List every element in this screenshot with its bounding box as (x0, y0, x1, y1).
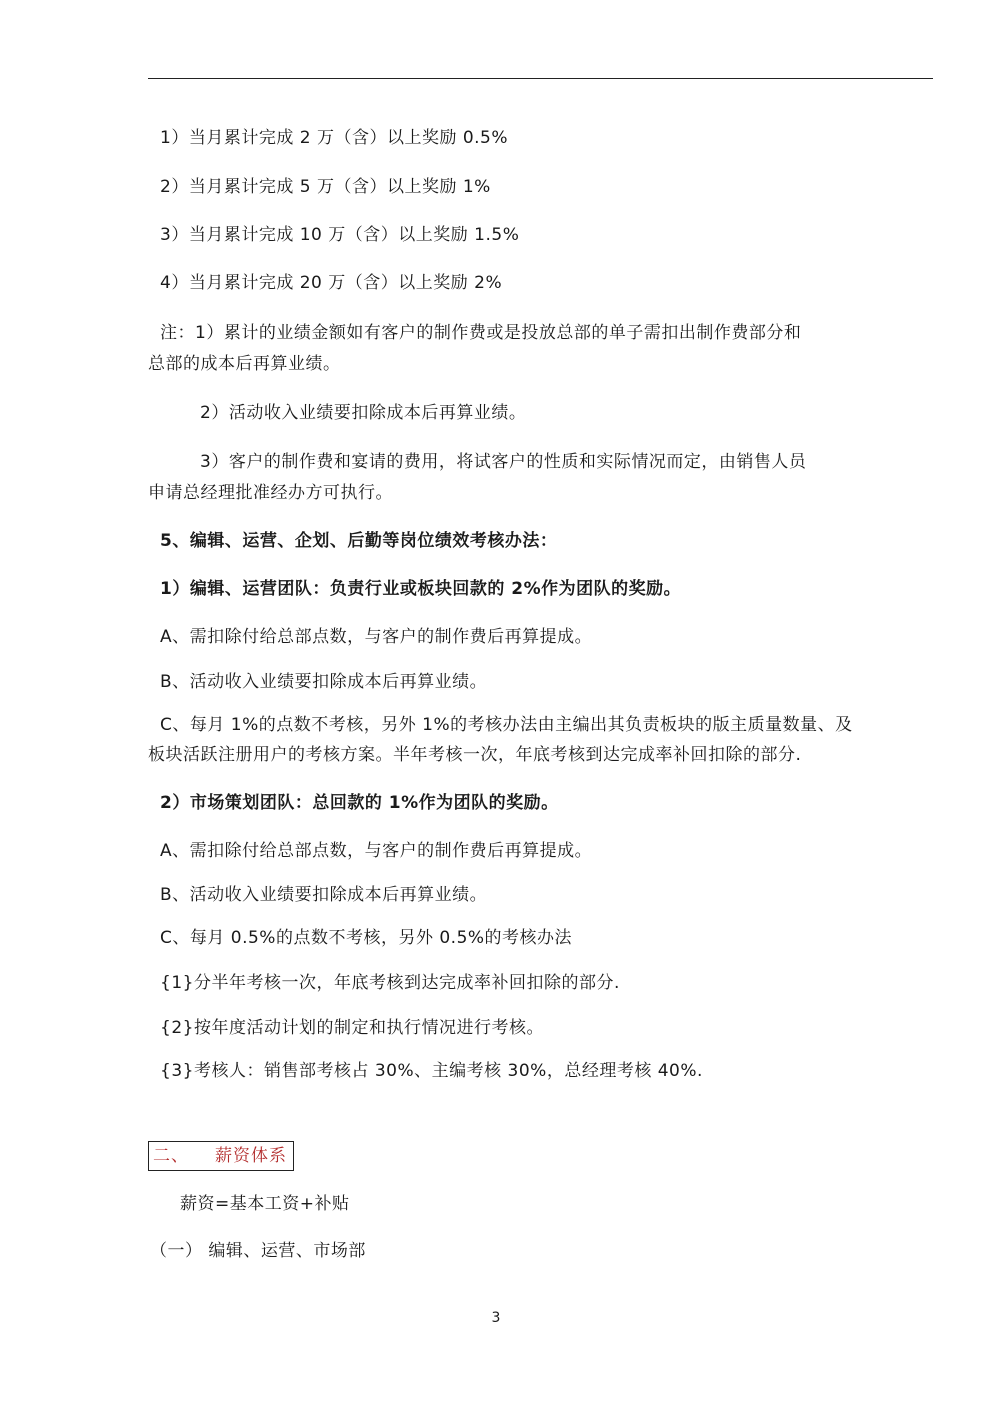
header-rule (148, 78, 933, 79)
assessment-point-1: {1}分半年考核一次，年底考核到达完成率补回扣除的部分. (160, 973, 620, 993)
reward-tier-3: 3）当月累计完成 10 万（含）以上奖励 1.5% (160, 225, 520, 245)
assessment-point-3: {3}考核人：销售部考核占 30%、主编考核 30%，总经理考核 40%. (160, 1061, 703, 1081)
team-1-item-c-line-1: C、每月 1%的点数不考核，另外 1%的考核办法由主编出其负责板块的版主质量数量、及 (160, 715, 853, 735)
reward-tier-2: 2）当月累计完成 5 万（含）以上奖励 1% (160, 177, 491, 197)
reward-tier-4: 4）当月累计完成 20 万（含）以上奖励 2% (160, 273, 503, 293)
reward-tier-1: 1）当月累计完成 2 万（含）以上奖励 0.5% (160, 128, 509, 148)
assessment-point-2: {2}按年度活动计划的制定和执行情况进行考核。 (160, 1018, 544, 1038)
section-2-number: 二、 (153, 1146, 189, 1166)
team-1-heading: 1）编辑、运营团队：负责行业或板块回款的 2%作为团队的奖励。 (160, 579, 682, 599)
subsection-1-heading: （一） 编辑、运营、市场部 (150, 1241, 366, 1261)
salary-formula: 薪资=基本工资+补贴 (180, 1194, 350, 1214)
note-3-line-2: 申请总经理批准经办方可执行。 (148, 483, 393, 503)
team-2-item-b: B、活动收入业绩要扣除成本后再算业绩。 (160, 885, 488, 905)
note-1-line-1: 注：1）累计的业绩金额如有客户的制作费或是投放总部的单子需扣出制作费部分和 (160, 323, 802, 343)
page-number: 3 (491, 1310, 501, 1326)
note-3-line-1: 3）客户的制作费和宴请的费用，将试客户的性质和实际情况而定，由销售人员 (200, 452, 807, 472)
section-5-heading: 5、编辑、运营、企划、后勤等岗位绩效考核办法： (160, 531, 558, 551)
team-1-item-c-line-2: 板块活跃注册用户的考核方案。半年考核一次，年底考核到达完成率补回扣除的部分. (148, 745, 802, 765)
team-2-item-c: C、每月 0.5%的点数不考核，另外 0.5%的考核办法 (160, 928, 573, 948)
team-1-item-a: A、需扣除付给总部点数，与客户的制作费后再算提成。 (160, 627, 593, 647)
note-1-line-2: 总部的成本后再算业绩。 (148, 354, 341, 374)
team-1-item-b: B、活动收入业绩要扣除成本后再算业绩。 (160, 672, 488, 692)
note-2: 2）活动收入业绩要扣除成本后再算业绩。 (200, 403, 527, 423)
team-2-item-a: A、需扣除付给总部点数，与客户的制作费后再算提成。 (160, 841, 593, 861)
section-2-title: 薪资体系 (215, 1146, 287, 1166)
team-2-heading: 2）市场策划团队：总回款的 1%作为团队的奖励。 (160, 793, 559, 813)
section-2-heading (148, 1141, 294, 1171)
